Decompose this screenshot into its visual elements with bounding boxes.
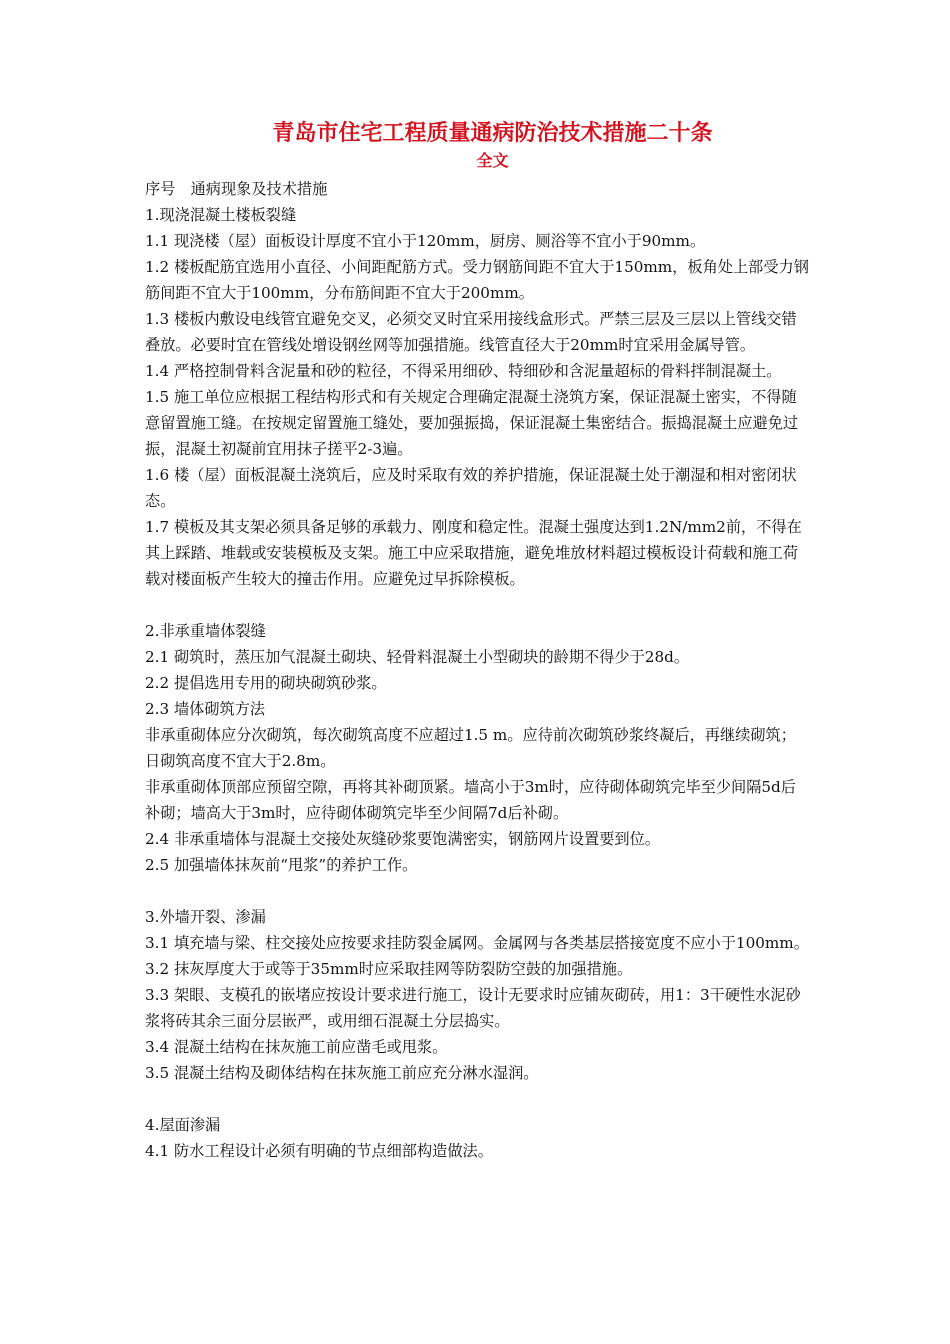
paragraph: 2.4 非承重墙体与混凝土交接处灰缝砂浆要饱满密实，钢筋网片设置要到位。 xyxy=(145,830,660,848)
document-subtitle: 全文 xyxy=(476,151,509,170)
paragraph: 1.6 楼（屋）面板混凝土浇筑后，应及时采取有效的养护措施，保证混凝土处于潮湿和相对密闭状态。 xyxy=(145,466,797,510)
paragraph: 4.1 防水工程设计必须有明确的节点细部构造做法。 xyxy=(145,1142,493,1160)
paragraph: 2.5 加强墙体抹灰前“甩浆”的养护工作。 xyxy=(145,856,418,874)
document-body xyxy=(145,176,810,1164)
paragraph: 2.3 墙体砌筑方法 xyxy=(145,700,266,718)
paragraph: 1.1 现浇楼（屋）面板设计厚度不宜小于120mm，厨房、厕浴等不宜小于90mm。 xyxy=(145,232,706,250)
table-header-line: 序号 通病现象及技术措施 xyxy=(145,180,328,198)
section-gap xyxy=(145,1086,810,1112)
paragraph: 3.4 混凝土结构在抹灰施工前应凿毛或甩浆。 xyxy=(145,1038,448,1056)
paragraph: 1.3 楼板内敷设电线管宜避免交叉，必须交叉时宜采用接线盒形式。严禁三层及三层以上管线交错叠放。必要时宜在管线处增设钢丝网等加强措施。线管直径大于20mm时宜采用金属导管。 xyxy=(145,310,797,354)
document-title: 青岛市住宅工程质量通病防治技术措施二十条 xyxy=(272,121,713,146)
paragraph: 2.2 提倡选用专用的砌块砌筑砂浆。 xyxy=(145,674,387,692)
paragraph: 1.4 严格控制骨料含泥量和砂的粒径，不得采用细砂、特细砂和含泥量超标的骨料拌制混凝土。 xyxy=(145,362,782,380)
paragraph: 3.3 架眼、支模孔的嵌堵应按设计要求进行施工，设计无要求时应铺灰砌砖，用1：3干硬性水泥砂浆将砖其余三面分层嵌严，或用细石混凝土分层捣实。 xyxy=(145,986,801,1030)
section-heading: 1.现浇混凝土楼板裂缝 xyxy=(145,206,297,224)
paragraph: 2.1 砌筑时，蒸压加气混凝土砌块、轻骨料混凝土小型砌块的龄期不得少于28d。 xyxy=(145,648,690,666)
paragraph: 1.5 施工单位应根据工程结构形式和有关规定合理确定混凝土浇筑方案，保证混凝土密实，不得随意留置施工缝。在按规定留置施工缝处，要加强振捣，保证混凝土集密结合。振捣混凝土应避免过振，混凝土初凝前宜用抹子搓平2-3遍。 xyxy=(145,388,799,458)
section-gap xyxy=(145,592,810,618)
paragraph: 非承重砌体应分次砌筑，每次砌筑高度不应超过1.5 m。应待前次砌筑砂浆终凝后，再继续砌筑；日砌筑高度不宜大于2.8m。 xyxy=(145,726,796,770)
section-gap xyxy=(145,878,810,904)
paragraph: 1.7 模板及其支架必须具备足够的承载力、刚度和稳定性。混凝土强度达到1.2N/mm2前，不得在其上踩踏、堆载或安装模板及支架。施工中应采取措施，避免堆放材料超过模板设计荷载和施工荷载对楼面板产生较大的撞击作用。应避免过早拆除模板。 xyxy=(145,518,802,588)
paragraph: 3.1 填充墙与梁、柱交接处应按要求挂防裂金属网。金属网与各类基层搭接宽度不应小于100mm。 xyxy=(145,934,809,952)
section-heading: 3.外墙开裂、渗漏 xyxy=(145,908,266,926)
section-heading: 2.非承重墙体裂缝 xyxy=(145,622,266,640)
paragraph: 1.2 楼板配筋宜选用小直径、小间距配筋方式。受力钢筋间距不宜大于150mm，板角处上部受力钢筋间距不宜大于100mm，分布筋间距不宜大于200mm。 xyxy=(145,258,809,302)
document-page xyxy=(145,118,810,1164)
paragraph: 3.2 抹灰厚度大于或等于35mm时应采取挂网等防裂防空鼓的加强措施。 xyxy=(145,960,633,978)
section-heading: 4.屋面渗漏 xyxy=(145,1116,221,1134)
paragraph: 3.5 混凝土结构及砌体结构在抹灰施工前应充分淋水湿润。 xyxy=(145,1064,539,1082)
paragraph: 非承重砌体顶部应预留空隙，再将其补砌顶紧。墙高小于3m时，应待砌体砌筑完毕至少间隔5d后补砌；墙高大于3m时，应待砌体砌筑完毕至少间隔7d后补砌。 xyxy=(145,778,796,822)
